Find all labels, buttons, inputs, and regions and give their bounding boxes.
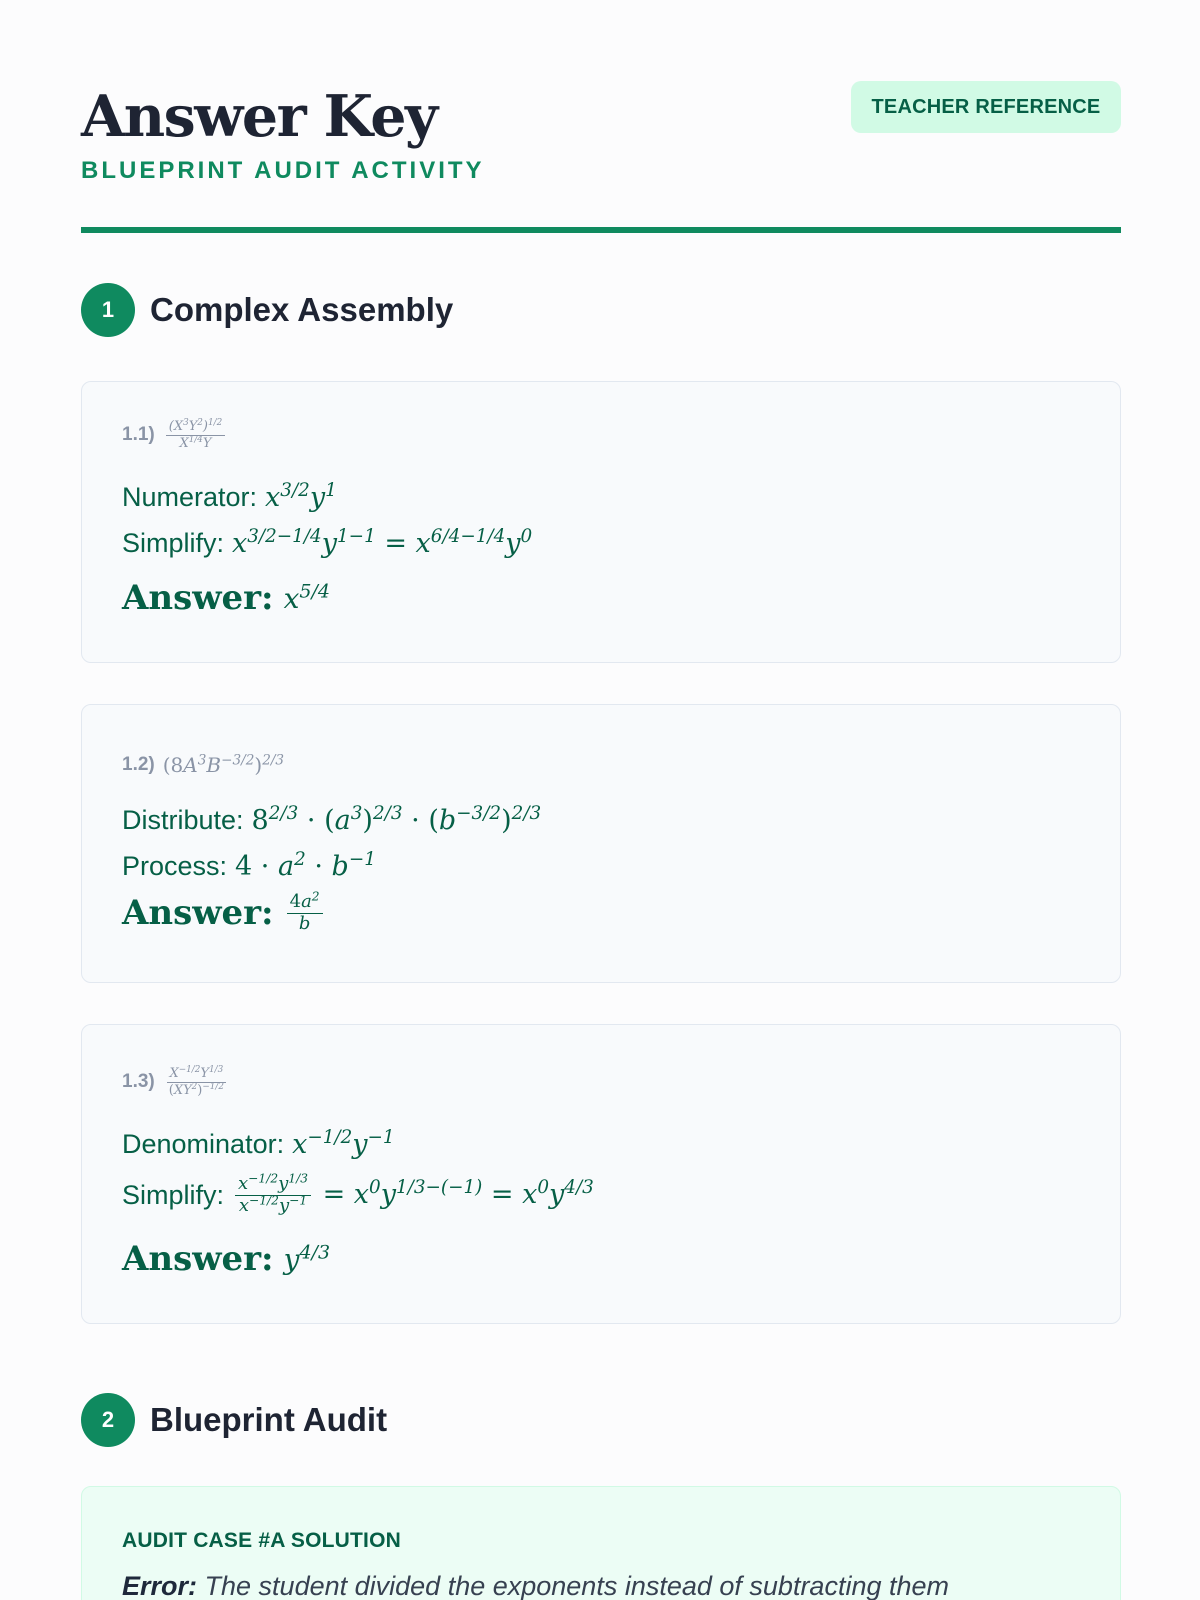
answer-label: Answer: [122, 578, 274, 618]
step-expression: $x^{3/2}y^1$ [265, 479, 337, 513]
problem-card-1-1 [81, 381, 1121, 663]
problem-prompt [122, 1067, 230, 1097]
problem-prompt [122, 420, 228, 450]
answer-label: Answer: [122, 1239, 274, 1279]
problem-card-1-2 [81, 704, 1121, 983]
answer-expression: $\frac{4a^2}{b}$ [284, 893, 326, 934]
error-label: Error: [122, 1571, 198, 1600]
step-simplify [122, 1171, 594, 1216]
section-title: Complex Assembly [150, 291, 454, 328]
teacher-reference-badge: TEACHER REFERENCE [851, 81, 1121, 133]
page-subtitle: BLUEPRINT AUDIT ACTIVITY [81, 157, 485, 184]
answer-key-page [81, 0, 1121, 1600]
problem-card-1-3 [81, 1024, 1121, 1324]
page-title: Answer Key [81, 83, 437, 150]
section-title: Blueprint Audit [150, 1401, 388, 1438]
answer-expression: $y^{4/3}$ [283, 1241, 331, 1276]
step-label: Distribute: [122, 805, 244, 835]
answer-line [122, 1239, 330, 1279]
problem-expression: $\frac{X^{-1/2}Y^{1/3}}{(XY^2)^{-1/2}}$ [163, 1067, 230, 1097]
step-label: Simplify: [122, 528, 225, 558]
section-number-badge: 2 [81, 1393, 135, 1447]
problem-label: 1.2) [122, 754, 155, 775]
audit-case-title: AUDIT CASE #A SOLUTION [122, 1529, 401, 1552]
answer-expression: $x^{5/4}$ [283, 580, 331, 615]
audit-case-card [81, 1486, 1121, 1600]
section-heading-complex-assembly [81, 283, 453, 337]
step-expression: $8^{2/3} \cdot (a^3)^{2/3} \cdot (b^{-3/2})^{2/3}$ [251, 802, 542, 836]
header-divider [81, 227, 1121, 233]
problem-label: 1.3) [122, 1071, 155, 1093]
step-denominator [122, 1126, 395, 1160]
step-label: Denominator: [122, 1129, 285, 1159]
step-expression: $x^{3/2-1/4}y^{1-1} = x^{6/4-1/4}y^0$ [232, 525, 533, 559]
step-expression: $\frac{x^{-1/2}y^{1/3}}{x^{-1/2}y^{-1}}$ = $x^0y^{1/3-(-1)} = x^0y^{4/3}$ [232, 1175, 594, 1216]
audit-error-line [122, 1571, 949, 1600]
page-header [81, 0, 1121, 235]
step-distribute [122, 802, 542, 836]
section-heading-blueprint-audit [81, 1393, 387, 1447]
step-label: Numerator: [122, 482, 258, 512]
step-expression: $x^{-1/2}y^{-1}$ [292, 1126, 395, 1160]
answer-line [122, 889, 326, 934]
problem-label: 1.1) [122, 424, 155, 446]
problem-expression: $\frac{(X^3Y^2)^{1/2}}{X^{1/4}Y}$ [163, 420, 228, 450]
step-numerator [122, 479, 337, 513]
step-label: Process: [122, 851, 228, 881]
step-simplify [122, 525, 533, 559]
step-expression: $4 \cdot a^2 \cdot b^{-1}$ [235, 848, 376, 882]
answer-line [122, 578, 330, 618]
answer-label: Answer: [122, 893, 274, 934]
section-number-badge: 1 [81, 283, 135, 337]
step-label: Simplify: [122, 1179, 225, 1210]
problem-expression: $(8A^3B^{-3/2})^{2/3}$ [162, 752, 285, 777]
step-process [122, 848, 376, 882]
error-text: The student divided the exponents instead of subtracting them [204, 1571, 950, 1600]
problem-prompt [122, 753, 284, 777]
